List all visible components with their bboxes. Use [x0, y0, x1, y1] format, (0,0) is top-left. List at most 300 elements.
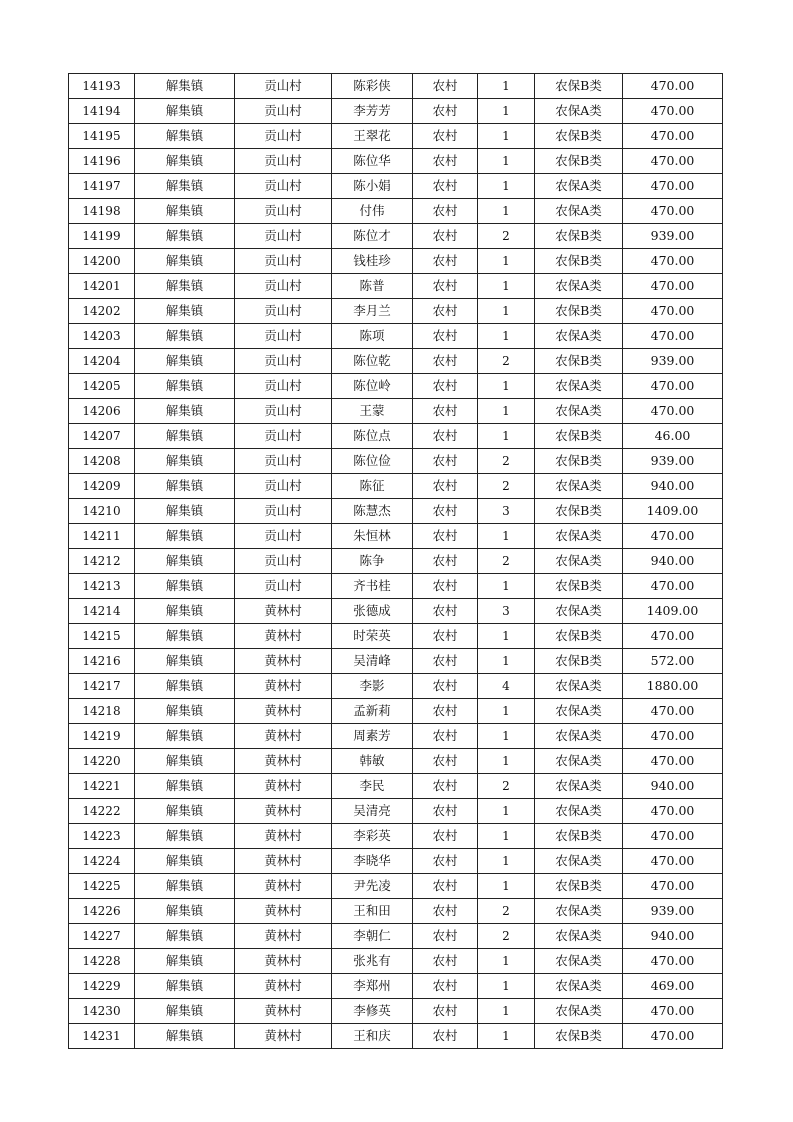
household-count-cell: 1: [478, 274, 535, 299]
town-cell: 解集镇: [135, 899, 235, 924]
amount-cell: 470.00: [623, 324, 723, 349]
record-id-cell: 14230: [69, 999, 135, 1024]
village-cell: 黄林村: [235, 1024, 332, 1049]
village-cell: 黄林村: [235, 799, 332, 824]
household-count-cell: 1: [478, 974, 535, 999]
records-sheet: [68, 73, 723, 1049]
table-row: [69, 474, 723, 499]
town-cell: 解集镇: [135, 224, 235, 249]
area-type-cell: 农村: [413, 399, 478, 424]
household-count-cell: 1: [478, 749, 535, 774]
insurance-category-cell: 农保A类: [535, 599, 623, 624]
insurance-category-cell: 农保B类: [535, 499, 623, 524]
area-type-cell: 农村: [413, 699, 478, 724]
name-cell: 朱恒林: [332, 524, 413, 549]
record-id-cell: 14193: [69, 74, 135, 99]
household-count-cell: 1: [478, 724, 535, 749]
area-type-cell: 农村: [413, 324, 478, 349]
insurance-category-cell: 农保A类: [535, 174, 623, 199]
household-count-cell: 1: [478, 299, 535, 324]
insurance-category-cell: 农保A类: [535, 549, 623, 574]
town-cell: 解集镇: [135, 149, 235, 174]
amount-cell: 470.00: [623, 799, 723, 824]
household-count-cell: 1: [478, 799, 535, 824]
name-cell: 陈争: [332, 549, 413, 574]
insurance-category-cell: 农保A类: [535, 374, 623, 399]
insurance-category-cell: 农保A类: [535, 274, 623, 299]
household-count-cell: 2: [478, 549, 535, 574]
village-cell: 贡山村: [235, 474, 332, 499]
record-id-cell: 14228: [69, 949, 135, 974]
record-id-cell: 14222: [69, 799, 135, 824]
amount-cell: 470.00: [623, 299, 723, 324]
area-type-cell: 农村: [413, 774, 478, 799]
name-cell: 齐书桂: [332, 574, 413, 599]
amount-cell: 940.00: [623, 924, 723, 949]
record-id-cell: 14198: [69, 199, 135, 224]
insurance-category-cell: 农保A类: [535, 974, 623, 999]
table-row: [69, 249, 723, 274]
household-count-cell: 2: [478, 449, 535, 474]
household-count-cell: 1: [478, 74, 535, 99]
name-cell: 陈普: [332, 274, 413, 299]
insurance-category-cell: 农保A类: [535, 199, 623, 224]
town-cell: 解集镇: [135, 774, 235, 799]
insurance-category-cell: 农保B类: [535, 149, 623, 174]
amount-cell: 572.00: [623, 649, 723, 674]
amount-cell: 940.00: [623, 549, 723, 574]
table-row: [69, 74, 723, 99]
amount-cell: 46.00: [623, 424, 723, 449]
amount-cell: 470.00: [623, 124, 723, 149]
household-count-cell: 2: [478, 349, 535, 374]
record-id-cell: 14202: [69, 299, 135, 324]
amount-cell: 470.00: [623, 99, 723, 124]
amount-cell: 470.00: [623, 999, 723, 1024]
record-id-cell: 14208: [69, 449, 135, 474]
amount-cell: 470.00: [623, 749, 723, 774]
town-cell: 解集镇: [135, 599, 235, 624]
table-row: [69, 624, 723, 649]
area-type-cell: 农村: [413, 124, 478, 149]
town-cell: 解集镇: [135, 824, 235, 849]
name-cell: 陈征: [332, 474, 413, 499]
name-cell: 付伟: [332, 199, 413, 224]
table-row: [69, 599, 723, 624]
household-count-cell: 3: [478, 599, 535, 624]
record-id-cell: 14226: [69, 899, 135, 924]
village-cell: 贡山村: [235, 199, 332, 224]
town-cell: 解集镇: [135, 499, 235, 524]
insurance-category-cell: 农保A类: [535, 924, 623, 949]
area-type-cell: 农村: [413, 724, 478, 749]
village-cell: 黄林村: [235, 674, 332, 699]
amount-cell: 470.00: [623, 274, 723, 299]
insurance-category-cell: 农保A类: [535, 399, 623, 424]
area-type-cell: 农村: [413, 249, 478, 274]
town-cell: 解集镇: [135, 374, 235, 399]
village-cell: 黄林村: [235, 899, 332, 924]
insurance-category-cell: 农保B类: [535, 824, 623, 849]
town-cell: 解集镇: [135, 124, 235, 149]
town-cell: 解集镇: [135, 999, 235, 1024]
town-cell: 解集镇: [135, 974, 235, 999]
area-type-cell: 农村: [413, 349, 478, 374]
town-cell: 解集镇: [135, 299, 235, 324]
amount-cell: 1409.00: [623, 499, 723, 524]
name-cell: 陈位岭: [332, 374, 413, 399]
town-cell: 解集镇: [135, 549, 235, 574]
name-cell: 韩敏: [332, 749, 413, 774]
name-cell: 陈位才: [332, 224, 413, 249]
record-id-cell: 14201: [69, 274, 135, 299]
insurance-category-cell: 农保B类: [535, 874, 623, 899]
town-cell: 解集镇: [135, 699, 235, 724]
table-row: [69, 924, 723, 949]
table-row: [69, 1024, 723, 1049]
household-count-cell: 1: [478, 424, 535, 449]
name-cell: 李影: [332, 674, 413, 699]
village-cell: 黄林村: [235, 949, 332, 974]
village-cell: 贡山村: [235, 424, 332, 449]
town-cell: 解集镇: [135, 874, 235, 899]
household-count-cell: 4: [478, 674, 535, 699]
area-type-cell: 农村: [413, 199, 478, 224]
town-cell: 解集镇: [135, 799, 235, 824]
table-row: [69, 999, 723, 1024]
household-count-cell: 1: [478, 824, 535, 849]
insurance-category-cell: 农保A类: [535, 324, 623, 349]
area-type-cell: 农村: [413, 424, 478, 449]
village-cell: 黄林村: [235, 924, 332, 949]
insurance-category-cell: 农保B类: [535, 349, 623, 374]
village-cell: 黄林村: [235, 724, 332, 749]
household-count-cell: 1: [478, 149, 535, 174]
table-row: [69, 674, 723, 699]
household-count-cell: 1: [478, 249, 535, 274]
town-cell: 解集镇: [135, 849, 235, 874]
insurance-category-cell: 农保B类: [535, 249, 623, 274]
village-cell: 贡山村: [235, 499, 332, 524]
town-cell: 解集镇: [135, 74, 235, 99]
name-cell: 陈位俭: [332, 449, 413, 474]
area-type-cell: 农村: [413, 474, 478, 499]
insurance-category-cell: 农保A类: [535, 899, 623, 924]
name-cell: 陈项: [332, 324, 413, 349]
area-type-cell: 农村: [413, 799, 478, 824]
record-id-cell: 14210: [69, 499, 135, 524]
table-row: [69, 799, 723, 824]
record-id-cell: 14215: [69, 624, 135, 649]
name-cell: 李郑州: [332, 974, 413, 999]
household-count-cell: 1: [478, 649, 535, 674]
village-cell: 黄林村: [235, 999, 332, 1024]
table-row: [69, 124, 723, 149]
area-type-cell: 农村: [413, 99, 478, 124]
table-row: [69, 949, 723, 974]
insurance-category-cell: 农保A类: [535, 774, 623, 799]
area-type-cell: 农村: [413, 1024, 478, 1049]
record-id-cell: 14212: [69, 549, 135, 574]
record-id-cell: 14219: [69, 724, 135, 749]
record-id-cell: 14200: [69, 249, 135, 274]
name-cell: 王和庆: [332, 1024, 413, 1049]
town-cell: 解集镇: [135, 174, 235, 199]
insurance-category-cell: 农保B类: [535, 574, 623, 599]
table-row: [69, 149, 723, 174]
village-cell: 黄林村: [235, 649, 332, 674]
town-cell: 解集镇: [135, 1024, 235, 1049]
record-id-cell: 14211: [69, 524, 135, 549]
table-row: [69, 874, 723, 899]
table-row: [69, 974, 723, 999]
area-type-cell: 农村: [413, 174, 478, 199]
village-cell: 黄林村: [235, 849, 332, 874]
amount-cell: 470.00: [623, 74, 723, 99]
record-id-cell: 14224: [69, 849, 135, 874]
village-cell: 黄林村: [235, 624, 332, 649]
household-count-cell: 1: [478, 399, 535, 424]
table-row: [69, 774, 723, 799]
amount-cell: 470.00: [623, 574, 723, 599]
amount-cell: 470.00: [623, 874, 723, 899]
household-count-cell: 1: [478, 849, 535, 874]
village-cell: 贡山村: [235, 224, 332, 249]
household-count-cell: 2: [478, 924, 535, 949]
village-cell: 黄林村: [235, 824, 332, 849]
table-row: [69, 849, 723, 874]
town-cell: 解集镇: [135, 99, 235, 124]
area-type-cell: 农村: [413, 499, 478, 524]
amount-cell: 940.00: [623, 474, 723, 499]
town-cell: 解集镇: [135, 924, 235, 949]
record-id-cell: 14199: [69, 224, 135, 249]
name-cell: 李彩英: [332, 824, 413, 849]
village-cell: 贡山村: [235, 174, 332, 199]
name-cell: 陈位点: [332, 424, 413, 449]
name-cell: 王翠花: [332, 124, 413, 149]
area-type-cell: 农村: [413, 524, 478, 549]
table-row: [69, 574, 723, 599]
record-id-cell: 14223: [69, 824, 135, 849]
insurance-category-cell: 农保B类: [535, 649, 623, 674]
area-type-cell: 农村: [413, 574, 478, 599]
household-count-cell: 1: [478, 374, 535, 399]
household-count-cell: 1: [478, 999, 535, 1024]
table-row: [69, 449, 723, 474]
name-cell: 李月兰: [332, 299, 413, 324]
town-cell: 解集镇: [135, 349, 235, 374]
insurance-category-cell: 农保A类: [535, 474, 623, 499]
name-cell: 周素芳: [332, 724, 413, 749]
name-cell: 王和田: [332, 899, 413, 924]
name-cell: 李修英: [332, 999, 413, 1024]
name-cell: 李芳芳: [332, 99, 413, 124]
name-cell: 李民: [332, 774, 413, 799]
area-type-cell: 农村: [413, 949, 478, 974]
insurance-category-cell: 农保A类: [535, 999, 623, 1024]
town-cell: 解集镇: [135, 949, 235, 974]
amount-cell: 940.00: [623, 774, 723, 799]
insurance-category-cell: 农保A类: [535, 674, 623, 699]
area-type-cell: 农村: [413, 299, 478, 324]
amount-cell: 470.00: [623, 699, 723, 724]
village-cell: 黄林村: [235, 974, 332, 999]
table-row: [69, 899, 723, 924]
area-type-cell: 农村: [413, 749, 478, 774]
insurance-category-cell: 农保A类: [535, 949, 623, 974]
record-id-cell: 14207: [69, 424, 135, 449]
area-type-cell: 农村: [413, 149, 478, 174]
area-type-cell: 农村: [413, 824, 478, 849]
household-count-cell: 2: [478, 774, 535, 799]
amount-cell: 469.00: [623, 974, 723, 999]
records-table-body: [69, 74, 723, 1049]
household-count-cell: 1: [478, 124, 535, 149]
town-cell: 解集镇: [135, 274, 235, 299]
name-cell: 陈位华: [332, 149, 413, 174]
amount-cell: 939.00: [623, 899, 723, 924]
insurance-category-cell: 农保B类: [535, 624, 623, 649]
village-cell: 黄林村: [235, 749, 332, 774]
amount-cell: 470.00: [623, 149, 723, 174]
village-cell: 贡山村: [235, 274, 332, 299]
village-cell: 贡山村: [235, 149, 332, 174]
town-cell: 解集镇: [135, 574, 235, 599]
area-type-cell: 农村: [413, 649, 478, 674]
village-cell: 黄林村: [235, 699, 332, 724]
amount-cell: 1880.00: [623, 674, 723, 699]
record-id-cell: 14195: [69, 124, 135, 149]
town-cell: 解集镇: [135, 624, 235, 649]
household-count-cell: 2: [478, 224, 535, 249]
table-row: [69, 749, 723, 774]
name-cell: 张兆有: [332, 949, 413, 974]
insurance-category-cell: 农保A类: [535, 524, 623, 549]
amount-cell: 470.00: [623, 524, 723, 549]
village-cell: 贡山村: [235, 299, 332, 324]
amount-cell: 470.00: [623, 724, 723, 749]
household-count-cell: 1: [478, 1024, 535, 1049]
household-count-cell: 1: [478, 174, 535, 199]
record-id-cell: 14196: [69, 149, 135, 174]
record-id-cell: 14218: [69, 699, 135, 724]
table-row: [69, 199, 723, 224]
table-row: [69, 649, 723, 674]
household-count-cell: 1: [478, 99, 535, 124]
village-cell: 黄林村: [235, 774, 332, 799]
amount-cell: 470.00: [623, 624, 723, 649]
amount-cell: 470.00: [623, 849, 723, 874]
record-id-cell: 14203: [69, 324, 135, 349]
area-type-cell: 农村: [413, 899, 478, 924]
table-row: [69, 424, 723, 449]
village-cell: 贡山村: [235, 449, 332, 474]
table-row: [69, 499, 723, 524]
insurance-category-cell: 农保A类: [535, 724, 623, 749]
amount-cell: 1409.00: [623, 599, 723, 624]
village-cell: 贡山村: [235, 549, 332, 574]
name-cell: 王蒙: [332, 399, 413, 424]
name-cell: 吴清峰: [332, 649, 413, 674]
record-id-cell: 14213: [69, 574, 135, 599]
village-cell: 黄林村: [235, 874, 332, 899]
village-cell: 贡山村: [235, 574, 332, 599]
household-count-cell: 1: [478, 874, 535, 899]
table-row: [69, 824, 723, 849]
town-cell: 解集镇: [135, 474, 235, 499]
area-type-cell: 农村: [413, 274, 478, 299]
name-cell: 李朝仁: [332, 924, 413, 949]
table-row: [69, 99, 723, 124]
table-row: [69, 549, 723, 574]
insurance-category-cell: 农保B类: [535, 224, 623, 249]
household-count-cell: 1: [478, 524, 535, 549]
area-type-cell: 农村: [413, 924, 478, 949]
name-cell: 李晓华: [332, 849, 413, 874]
table-row: [69, 174, 723, 199]
household-count-cell: 1: [478, 199, 535, 224]
name-cell: 时荣英: [332, 624, 413, 649]
insurance-category-cell: 农保B类: [535, 449, 623, 474]
area-type-cell: 农村: [413, 849, 478, 874]
household-count-cell: 1: [478, 574, 535, 599]
amount-cell: 470.00: [623, 174, 723, 199]
town-cell: 解集镇: [135, 399, 235, 424]
area-type-cell: 农村: [413, 74, 478, 99]
town-cell: 解集镇: [135, 449, 235, 474]
town-cell: 解集镇: [135, 749, 235, 774]
household-count-cell: 1: [478, 324, 535, 349]
insurance-category-cell: 农保B类: [535, 124, 623, 149]
record-id-cell: 14214: [69, 599, 135, 624]
amount-cell: 470.00: [623, 199, 723, 224]
name-cell: 孟新莉: [332, 699, 413, 724]
village-cell: 贡山村: [235, 524, 332, 549]
village-cell: 贡山村: [235, 99, 332, 124]
insurance-category-cell: 农保B类: [535, 299, 623, 324]
village-cell: 贡山村: [235, 324, 332, 349]
name-cell: 陈小娟: [332, 174, 413, 199]
village-cell: 贡山村: [235, 124, 332, 149]
table-row: [69, 224, 723, 249]
name-cell: 钱桂珍: [332, 249, 413, 274]
insurance-category-cell: 农保B类: [535, 1024, 623, 1049]
village-cell: 贡山村: [235, 74, 332, 99]
amount-cell: 470.00: [623, 824, 723, 849]
table-row: [69, 324, 723, 349]
name-cell: 陈慧杰: [332, 499, 413, 524]
household-count-cell: 1: [478, 699, 535, 724]
record-id-cell: 14225: [69, 874, 135, 899]
records-table: [68, 73, 723, 1049]
household-count-cell: 1: [478, 949, 535, 974]
amount-cell: 939.00: [623, 449, 723, 474]
record-id-cell: 14197: [69, 174, 135, 199]
household-count-cell: 2: [478, 899, 535, 924]
area-type-cell: 农村: [413, 874, 478, 899]
area-type-cell: 农村: [413, 624, 478, 649]
area-type-cell: 农村: [413, 599, 478, 624]
insurance-category-cell: 农保A类: [535, 799, 623, 824]
town-cell: 解集镇: [135, 649, 235, 674]
household-count-cell: 2: [478, 474, 535, 499]
record-id-cell: 14221: [69, 774, 135, 799]
town-cell: 解集镇: [135, 249, 235, 274]
household-count-cell: 1: [478, 624, 535, 649]
record-id-cell: 14209: [69, 474, 135, 499]
name-cell: 陈位乾: [332, 349, 413, 374]
